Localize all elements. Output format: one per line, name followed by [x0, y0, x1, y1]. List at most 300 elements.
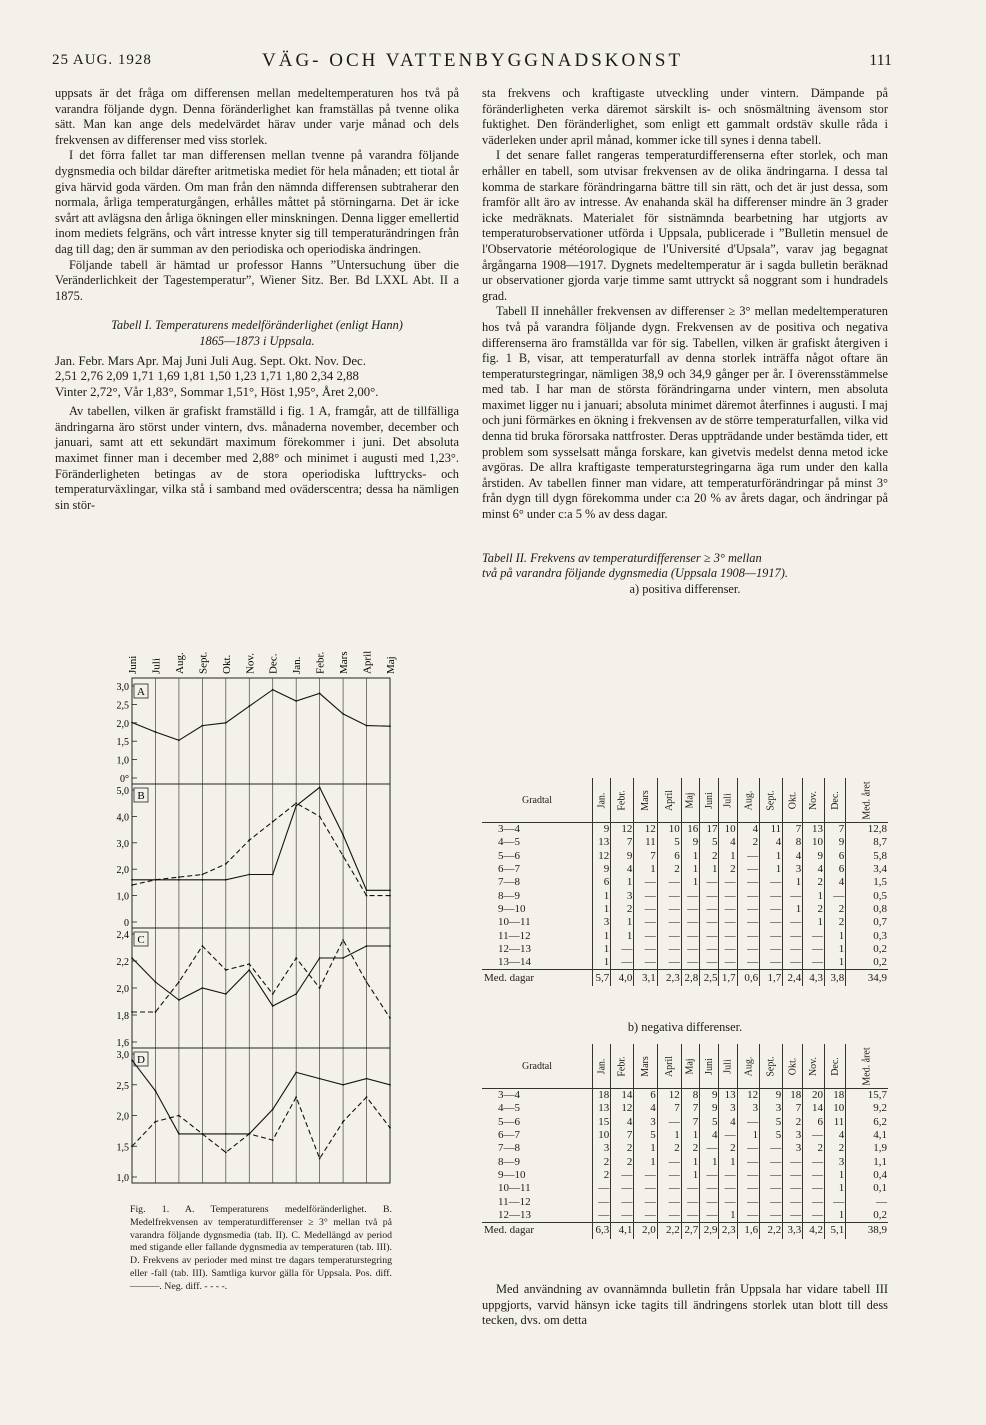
paragraph: Följande tabell är hämtad ur professor Hanns ”Untersuchung über die Veränderlichkeit der Tagestemperatur”, Wiener Sitz. Ber. Bd LXXL Abt. II a 1875.: [55, 257, 459, 303]
table2b-cell: 12: [657, 1089, 681, 1103]
table2b-cell: 1: [657, 1129, 681, 1142]
table2a-cell: —: [657, 876, 681, 889]
table2a-cell: 6: [825, 850, 846, 863]
table2a-header: Gradtal: [482, 778, 593, 823]
table2b-cell: 6,2: [846, 1116, 888, 1129]
left-column: [55, 86, 459, 513]
table2b-cell: —: [760, 1209, 783, 1223]
table2b-cell: 4: [700, 1129, 719, 1142]
data-point: [201, 945, 203, 947]
table2a-cell: —: [611, 943, 634, 956]
table2a-cell: —: [700, 889, 719, 902]
table2a-cell: —: [634, 916, 657, 929]
data-point: [248, 705, 250, 707]
table2a-cell: —: [783, 929, 803, 942]
table2b-cell: 1: [825, 1182, 846, 1195]
table2b-sum-cell: 6,3: [593, 1222, 611, 1239]
table2b-cell: 5: [700, 1116, 719, 1129]
data-point: [131, 1011, 133, 1013]
table2b-header: Med. året: [846, 1044, 888, 1089]
table2a-cell: 11: [634, 836, 657, 849]
month-label: Juli: [150, 658, 163, 674]
table2a-cell: 12,8: [846, 823, 888, 837]
table2a-cell: 1: [681, 863, 700, 876]
table2a-cell: 10: [719, 823, 737, 837]
journal-title: VÄG- OCH VATTENBYGGNADSKONST: [262, 50, 684, 71]
table2b-row: [482, 1142, 888, 1155]
panel-label: C: [137, 934, 145, 946]
table2a-row: [482, 850, 888, 863]
table2a-sum-cell: Med. dagar: [482, 970, 593, 987]
table2a-cell: —: [681, 943, 700, 956]
table2a-cell: 0,2: [846, 943, 888, 956]
table2b-cell: —: [737, 1182, 759, 1195]
table2a-cell: —: [700, 943, 719, 956]
y-tick-label: 2,0: [116, 718, 129, 730]
data-point: [201, 725, 203, 727]
data-point: [342, 939, 344, 941]
table2b-sum-cell: Med. dagar: [482, 1222, 593, 1239]
month-label: Nov.: [244, 653, 257, 674]
table2b-sum-cell: 2,2: [657, 1222, 681, 1239]
data-point: [389, 1127, 391, 1129]
table2b-cell: 4: [825, 1129, 846, 1142]
table2a-sum-cell: 3,8: [825, 970, 846, 987]
table2b-cell: —: [783, 1169, 803, 1182]
table2a-cell: 2: [700, 850, 719, 863]
positive-diff-line: [132, 690, 390, 741]
table2a-cell: 17: [700, 823, 719, 837]
table2b-cell: 3: [783, 1129, 803, 1142]
table2b-cell: 3: [593, 1142, 611, 1155]
table2a-row: [482, 889, 888, 902]
table2b-cell: —: [700, 1142, 719, 1155]
table2a-cell: 13—14: [498, 956, 531, 969]
table2a-cell: 2: [825, 916, 846, 929]
table2a-cell: 4: [737, 823, 759, 837]
table2a-header: Maj: [681, 778, 700, 823]
table2a-cell: 12: [593, 850, 611, 863]
table2b-cell: —: [737, 1169, 759, 1182]
table2b-cell: —: [681, 1195, 700, 1208]
table2b-cell: 7—8: [498, 1142, 520, 1155]
table2b-cell: 1: [719, 1155, 737, 1168]
table2b-cell: 2: [681, 1142, 700, 1155]
table2a-cell: 0,7: [846, 916, 888, 929]
table2a-cell: 8—9: [498, 889, 520, 902]
table2a-cell: —: [719, 929, 737, 942]
data-point: [178, 879, 180, 881]
table2b-cell: —: [803, 1209, 825, 1223]
table2b-cell: 9,2: [846, 1102, 888, 1115]
table2a-cell: —: [700, 929, 719, 942]
paragraph: I det senare fallet rangeras temperaturdifferenserna efter storlek, och man erhåller en tabell, som utvisar frekvensen av de olika ändringarna. I dessa tal komma de starkare förändringarna bättre till sin rätt, och det är just dessa, som framför allt äro av intresse. Av enahanda skäl ha differenser mindre än 3 grader icke medräknats. Materialet för sistnämnda bearbetning har utgjorts av temperaturobservationer utförda i Uppsala, publicerade i ”Bulletin mensuel de l'Observatorie météorologique de l'Université d'Upsala”, varav jag begagnat årgångarna 1908—1917. Dygnets medeltemperatur är i sagda bulletin beräknad ur observationer gjorda varje timme samt uttryckt så noggrant som i hundradels grad.: [482, 148, 888, 303]
table2a-row: [482, 943, 888, 956]
data-point: [342, 855, 344, 857]
table2a-cell: 13: [593, 836, 611, 849]
table2a-cell: —: [634, 889, 657, 902]
table2b-cell: 15: [593, 1116, 611, 1129]
table2a-sum-cell: 5,7: [593, 970, 611, 987]
table2a-cell: 0,2: [846, 956, 888, 970]
table2b-header: Aug.: [737, 1044, 759, 1089]
table2b-cell: —: [825, 1195, 846, 1208]
table2b-cell: —: [760, 1155, 783, 1168]
paragraph: sta frekvens och kraftigaste utveckling under vintern. Dämpande på föränderligheten verka däremot särskilt is- och snösmältning ävensom stor fuktighet. Den föränderlighet, som enligt ett gammalt ordstäv skulle råda i väderleken under april månad, kommer icke till synes i denna tabell.: [482, 86, 888, 147]
table2b-cell: 14: [803, 1102, 825, 1115]
table2a-cell: 5: [700, 836, 719, 849]
data-point: [319, 987, 321, 989]
table2b-header: Sept.: [760, 1044, 783, 1089]
table2b-header: Jan.: [593, 1044, 611, 1089]
table2a-cell: —: [737, 916, 759, 929]
table2a-sum-cell: 1,7: [760, 970, 783, 987]
table2b-cell: —: [611, 1209, 634, 1223]
table2b-cell: —: [634, 1195, 657, 1208]
table2b-cell: 5: [760, 1129, 783, 1142]
table2b-header: Febr.: [611, 1044, 634, 1089]
table2b-sum-cell: 1,6: [737, 1222, 759, 1239]
table2b-cell: 2: [783, 1116, 803, 1129]
data-point: [248, 969, 250, 971]
table2b-cell: —: [593, 1209, 611, 1223]
table1-caption-years: 1865—1873 i Uppsala.: [199, 333, 315, 348]
y-tick-label: 3,0: [116, 682, 129, 693]
data-point: [272, 993, 274, 995]
table2a-cell: 3: [783, 863, 803, 876]
table2a-cell: —: [700, 903, 719, 916]
table2b-cell: 1,9: [846, 1142, 888, 1155]
table2a-cell: 1: [681, 850, 700, 863]
y-tick-label: 1,8: [116, 1011, 129, 1022]
table2b-cell: 1: [634, 1155, 657, 1168]
data-point: [342, 1084, 344, 1086]
table2a-cell: —: [700, 876, 719, 889]
right-column: [482, 86, 888, 597]
table2b-cell: 13: [719, 1089, 737, 1103]
table2b-cell: —: [700, 1209, 719, 1223]
table2a-sum-cell: 34,9: [846, 970, 888, 987]
table2b-cell: 0,1: [846, 1182, 888, 1195]
table2a-cell: 6—7: [498, 863, 520, 876]
table2a-cell: 0,8: [846, 903, 888, 916]
data-point: [366, 945, 368, 947]
table2b-cell: —: [593, 1182, 611, 1195]
table2b-sum-cell: 4,2: [803, 1222, 825, 1239]
table2-caption-2: två på varandra följande dygnsmedia (Uppsala 1908—1917).: [482, 566, 788, 581]
data-point: [155, 1121, 157, 1123]
table2b-header: Juli: [719, 1044, 737, 1089]
table2b-cell: 4—5: [498, 1102, 520, 1115]
data-point: [295, 1072, 297, 1074]
table2a-cell: —: [737, 903, 759, 916]
table2a-cell: 12—13: [498, 942, 531, 955]
table2b-cell: 10: [593, 1129, 611, 1142]
data-point: [342, 834, 344, 836]
table2b-cell: 0,2: [846, 1209, 888, 1223]
table2a-cell: —: [634, 903, 657, 916]
table2b-header: Mars: [634, 1044, 657, 1089]
table2b-cell: —: [700, 1195, 719, 1208]
month-label: Sept.: [197, 651, 210, 674]
data-point: [295, 802, 297, 804]
table2a-cell: 3: [593, 916, 611, 929]
table2a-cell: —: [737, 929, 759, 942]
table2a-header: Sept.: [760, 778, 783, 823]
table2a-cell: 3,4: [846, 863, 888, 876]
table2b-cell: 7: [611, 1129, 634, 1142]
data-point: [295, 993, 297, 995]
table2a-cell: —: [657, 956, 681, 970]
table2a-cell: 4: [760, 836, 783, 849]
table2b-sum-cell: 2,2: [760, 1222, 783, 1239]
data-point: [178, 999, 180, 1001]
table2a: [482, 778, 888, 986]
table2a-cell: —: [634, 943, 657, 956]
table2b-cell: 3: [783, 1142, 803, 1155]
table2b-cell: 6: [634, 1089, 657, 1103]
table2a-sum-row: [482, 970, 888, 987]
table2b-cell: 2: [593, 1169, 611, 1182]
data-point: [248, 839, 250, 841]
table2b-cell: 1: [737, 1129, 759, 1142]
month-label: Aug.: [173, 652, 186, 674]
table2b-header: Okt.: [783, 1044, 803, 1089]
plot-frame: [132, 678, 390, 1183]
table2a-header: Med. året: [846, 778, 888, 823]
table2a-cell: 2: [803, 903, 825, 916]
data-point: [155, 879, 157, 881]
data-point: [201, 1133, 203, 1135]
table2b-cell: —: [611, 1169, 634, 1182]
panel-label: A: [137, 686, 145, 698]
table2a-header: Mars: [634, 778, 657, 823]
table2a-header: Aug.: [737, 778, 759, 823]
table2a-cell: —: [803, 943, 825, 956]
y-tick-label: 3,0: [116, 1050, 129, 1061]
negative-diff-line: [132, 803, 390, 895]
table2a-cell: —: [719, 956, 737, 970]
table2a-cell: —: [700, 916, 719, 929]
data-point: [319, 787, 321, 789]
table2b-sum-cell: 5,1: [825, 1222, 846, 1239]
table2b-cell: 13: [593, 1102, 611, 1115]
table2-caption: Tabell II. Frekvens av temperaturdifferenser ≥ 3° mellan: [482, 550, 762, 565]
y-tick-label: 1,0: [116, 891, 129, 903]
y-tick-label: 1,0: [116, 1173, 129, 1184]
table2b-cell: —: [737, 1142, 759, 1155]
table2a-cell: 1: [593, 956, 611, 970]
y-tick-label: 1,5: [116, 1142, 129, 1154]
table2b-cell: —: [737, 1116, 759, 1129]
table2b-cell: —: [681, 1182, 700, 1195]
table2b-cell: —: [611, 1195, 634, 1208]
paragraph: Av tabellen, vilken är grafiskt framställd i fig. 1 A, framgår, att de tillfälliga ändringarna äro störst under vintern, dvs. månaderna november, december och januari, samt att ett sekundärt maximum förekommer i juni. Det absoluta maximet finner man i december med 2,88° och minimet i augusti med 1,23°. Föränderligheten betingas av de stora operiodiska lufttrycks- och temperaturväxlingar, vilka stå i samband med oväderscentra; dessa ha nämligen sin stör-: [55, 404, 459, 512]
table2b-header: Nov.: [803, 1044, 825, 1089]
table2b-cell: —: [719, 1182, 737, 1195]
data-point: [131, 884, 133, 886]
table2a-cell: 8,7: [846, 836, 888, 849]
table2b-cell: —: [783, 1182, 803, 1195]
table2b-cell: —: [737, 1195, 759, 1208]
table2b-row: [482, 1089, 888, 1103]
data-point: [131, 879, 133, 881]
table2a-cell: 9: [825, 836, 846, 849]
positive-diff-line: [132, 787, 390, 890]
table2b-cell: 2: [611, 1142, 634, 1155]
table2b-cell: —: [611, 1182, 634, 1195]
page-header: [52, 48, 892, 78]
table2a-cell: 11: [760, 823, 783, 837]
data-point: [225, 969, 227, 971]
table2b-cell: —: [657, 1155, 681, 1168]
table2a-cell: 9—10: [498, 902, 526, 915]
table2b-cell: —: [760, 1195, 783, 1208]
table2a-cell: —: [760, 943, 783, 956]
table2b: [482, 1044, 888, 1239]
table2b-sum-cell: 2,9: [700, 1222, 719, 1239]
y-tick-label: 5,0: [116, 786, 129, 797]
table2a-cell: —: [681, 929, 700, 942]
table2a-cell: —: [719, 903, 737, 916]
table2a-cell: —: [803, 956, 825, 970]
data-point: [248, 874, 250, 876]
table2a-cell: 9: [681, 836, 700, 849]
table2b-sum-cell: 2,0: [634, 1222, 657, 1239]
table2a-sum-cell: 2,4: [783, 970, 803, 987]
data-point: [272, 821, 274, 823]
table2b-cell: —: [593, 1195, 611, 1208]
table2b-cell: 18: [825, 1089, 846, 1103]
table2b-cell: 2: [803, 1142, 825, 1155]
table2b-cell: —: [783, 1209, 803, 1223]
data-point: [389, 895, 391, 897]
data-point: [342, 957, 344, 959]
table2a-cell: 1: [681, 876, 700, 889]
table2a-cell: —: [634, 876, 657, 889]
data-point: [366, 895, 368, 897]
table2a-cell: 1: [783, 903, 803, 916]
table2b-cell: —: [803, 1169, 825, 1182]
data-point: [155, 731, 157, 733]
paragraph: I det förra fallet tar man differensen mellan tvenne på varandra följande dygnsmedia och bildar därefter aritmetiska mediet för hela månaden; ett tiotal år giva härvid goda värden. Om man från den nämnda differensen subtraherar den normala, årliga temperaturgången, erhålles måttet på störningarna. Det är icke svårt att avlägsna den årliga ökningen eller minskningen. Denna ligger emellertid inom mediets felgräns, och vårt intresse knyter sig till temperaturändringen från dag till dag; den är summan av den periodiska och operiodiska ändringen.: [55, 148, 459, 256]
data-point: [225, 1133, 227, 1135]
table2a-row: [482, 903, 888, 916]
data-point: [295, 957, 297, 959]
table2a-cell: —: [681, 903, 700, 916]
table2b-row: [482, 1209, 888, 1223]
table2b-cell: 4: [719, 1116, 737, 1129]
data-point: [319, 816, 321, 818]
table2b-cell: 11—12: [498, 1195, 531, 1208]
table2a-subtitle: a) positiva differenser.: [629, 581, 741, 596]
table2a-cell: —: [657, 889, 681, 902]
table2b-cell: —: [657, 1116, 681, 1129]
table2b-cell: —: [634, 1182, 657, 1195]
table2b-cell: 1: [634, 1142, 657, 1155]
table2b-row: [482, 1116, 888, 1129]
table2b-cell: 15,7: [846, 1089, 888, 1103]
table2b-cell: —: [719, 1195, 737, 1208]
table2a-cell: 5,8: [846, 850, 888, 863]
table2a-grid: [482, 778, 888, 986]
table2b-cell: 1: [825, 1169, 846, 1182]
table2b-row: [482, 1169, 888, 1182]
table2a-cell: 2: [611, 903, 634, 916]
table2a-cell: 0,5: [846, 889, 888, 902]
y-tick-label: 2,0: [116, 1111, 129, 1123]
panel-label: D: [137, 1054, 145, 1066]
table2a-cell: —: [825, 889, 846, 902]
table2b-cell: —: [737, 1209, 759, 1223]
table2a-cell: —: [634, 956, 657, 970]
table2a-cell: 4—5: [498, 836, 520, 849]
month-label: Dec.: [267, 653, 280, 674]
y-tick-label: 2,0: [116, 865, 129, 877]
table2b-cell: 11: [825, 1116, 846, 1129]
table2b-subtitle: b) negativa differenser.: [627, 1020, 743, 1034]
table2a-cell: 1: [611, 876, 634, 889]
y-tick-label: 2,4: [116, 930, 129, 941]
table2a-cell: —: [681, 916, 700, 929]
table2b-cell: —: [634, 1169, 657, 1182]
table2b-cell: —: [803, 1195, 825, 1208]
table2a-cell: —: [657, 943, 681, 956]
table2b-header: Maj: [681, 1044, 700, 1089]
data-point: [225, 879, 227, 881]
data-point: [272, 1005, 274, 1007]
table2b-cell: 3: [825, 1155, 846, 1168]
data-point: [389, 945, 391, 947]
table2b-cell: 2: [719, 1142, 737, 1155]
data-point: [389, 1017, 391, 1019]
data-point: [225, 722, 227, 724]
table2a-header: Jan.: [593, 778, 611, 823]
table2b-cell: —: [719, 1129, 737, 1142]
month-label: April: [361, 650, 374, 674]
table2a-cell: —: [760, 929, 783, 942]
table2b-cell: 6—7: [498, 1129, 520, 1142]
table2b-row: [482, 1155, 888, 1168]
table2b-cell: 3: [737, 1102, 759, 1115]
table2b-cell: 18: [783, 1089, 803, 1103]
table2b-cell: 7: [657, 1102, 681, 1115]
table2b-cell: —: [681, 1209, 700, 1223]
table2b-cell: 0,4: [846, 1169, 888, 1182]
table2a-cell: 2: [737, 836, 759, 849]
table2b-cell: 2: [593, 1155, 611, 1168]
table1-values: 2,51 2,76 2,09 1,71 1,69 1,81 1,50 1,23 1,71 1,80 2,34 2,88: [55, 369, 359, 384]
table2a-cell: 1: [593, 943, 611, 956]
table2a-cell: 3: [611, 889, 634, 902]
data-point: [178, 1115, 180, 1117]
table2a-cell: 9: [611, 850, 634, 863]
data-point: [366, 1078, 368, 1080]
data-point: [131, 957, 133, 959]
table2b-header: Dec.: [825, 1044, 846, 1089]
table2a-row: [482, 876, 888, 889]
table2a-cell: 1: [700, 863, 719, 876]
table2b-cell: 1: [700, 1155, 719, 1168]
table2b-sum-cell: 4,1: [611, 1222, 634, 1239]
data-point: [342, 1121, 344, 1123]
table2a-cell: —: [681, 956, 700, 970]
table2b-cell: 9: [700, 1102, 719, 1115]
positive-diff-line: [132, 1060, 390, 1134]
data-point: [178, 876, 180, 878]
table2b-row: [482, 1129, 888, 1142]
y-tick-label: 0°: [120, 774, 129, 785]
